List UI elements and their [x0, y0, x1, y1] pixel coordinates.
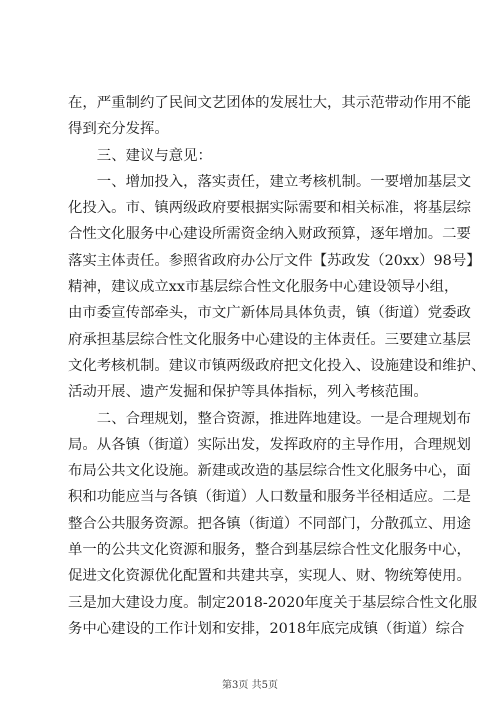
text-line: 活动开展、遗产发掘和保护等具体指标，列入考核范围。: [68, 384, 428, 401]
text-line: 文化考核机制。建议市镇两级政府把文化投入、设施建设和维护、: [68, 357, 486, 374]
text-line: 积和功能应当与各镇（街道）人口数量和服务半径相适应。二是: [68, 489, 471, 506]
text-line: 单一的公共文化资源和服务，整合到基层综合性文化服务中心，: [68, 542, 471, 559]
text-line: 化投入。市、镇两级政府要根据实际需要和相关标准，将基层综: [68, 200, 471, 217]
text-line: 三是加大建设力度。制定2018-2020年度关于基层综合性文化服: [68, 594, 478, 611]
text-line: 合性文化服务中心建设所需资金纳入财政预算，逐年增加。二要: [68, 226, 471, 243]
text-line: 务中心建设的工作计划和安排，2018年底完成镇（街道）综合: [68, 620, 465, 637]
text-line: 落实主体责任。参照省政府办公厅文件【苏政发（20xx）98号】: [68, 252, 481, 269]
document-body: [68, 90, 486, 642]
text-line: 得到充分发挥。: [68, 121, 169, 138]
text-line: 由市委宣传部牵头，市文广新体局具体负责，镇（街道）党委政: [68, 305, 471, 322]
text-line: 局。从各镇（街道）实际出发，发挥政府的主导作用，合理规划: [68, 436, 471, 453]
text-line: 二、合理规划，整合资源，推进阵地建设。一是合理规划布: [96, 410, 471, 427]
text-line: 府承担基层综合性文化服务中心建设的主体责任。三要建立基层: [68, 331, 471, 348]
text-line: 在，严重制约了民间文艺团体的发展壮大，其示范带动作用不能: [68, 95, 471, 111]
page-number-footer: 第3页 共5页: [222, 680, 278, 691]
text-line: 促进文化资源优化配置和共建共享，实现人、财、物统筹使用。: [68, 568, 471, 585]
text-line: 三、建议与意见：: [96, 147, 212, 164]
text-line: 精神，建议成立xx市基层综合性文化服务中心建设领导小组，: [68, 279, 459, 296]
text-line: 整合公共服务资源。把各镇（街道）不同部门，分散孤立、用途: [68, 515, 471, 532]
text-line: 一、增加投入，落实责任，建立考核机制。一要增加基层文: [96, 173, 471, 190]
text-line: 布局公共文化设施。新建或改造的基层综合性文化服务中心，面: [68, 463, 471, 480]
